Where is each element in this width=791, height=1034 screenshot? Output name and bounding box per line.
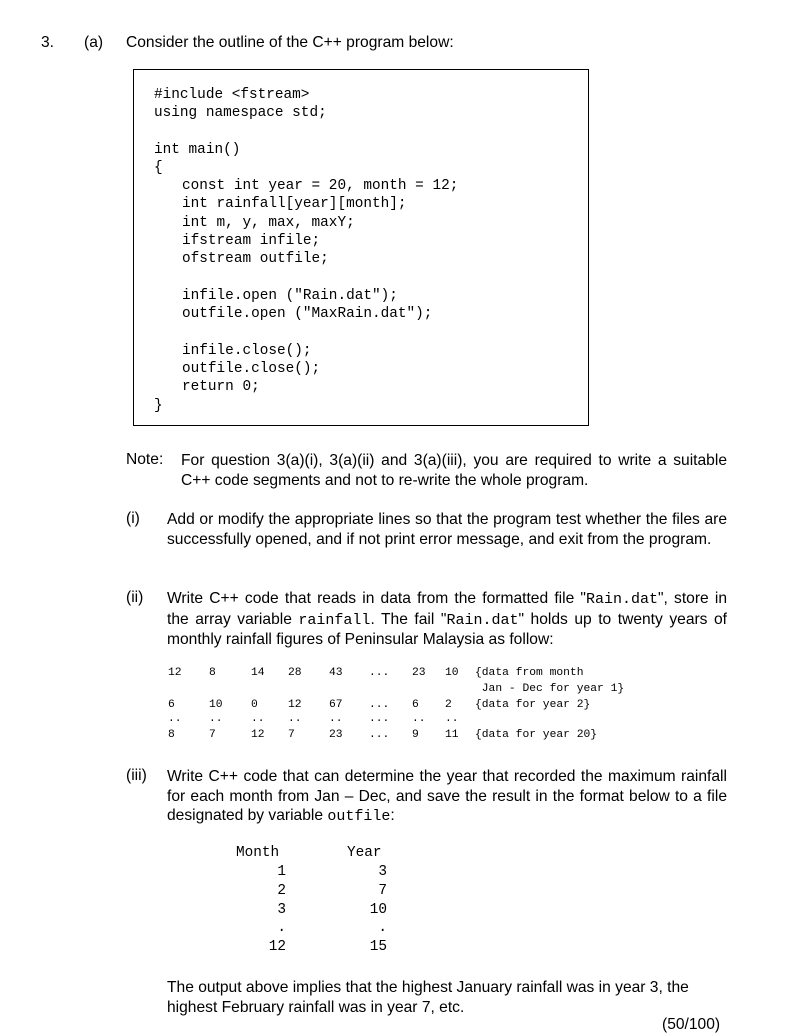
- table-cell: 11: [445, 729, 459, 741]
- code-close-brace: }: [154, 398, 163, 414]
- part-i-text: Add or modify the appropriate lines so that the program test whether the files are successfully opened, and if not print error message, and exit from the program.: [167, 511, 727, 548]
- table-cell: 28: [288, 667, 302, 679]
- code-return: return 0;: [182, 379, 260, 395]
- table-cell: ...: [369, 667, 390, 679]
- table-cell: 12: [168, 667, 182, 679]
- table-comment: Jan - Dec for year 1}: [475, 683, 625, 695]
- table-cell: 43: [329, 667, 343, 679]
- variable-outfile: outfile: [327, 808, 391, 825]
- note-text: For question 3(a)(i), 3(a)(ii) and 3(a)(iii), you are required to write a suitable C++ code segments and not to re-write the whole program.: [181, 452, 727, 489]
- table-cell: 7: [288, 729, 295, 741]
- table-cell: ..: [251, 713, 265, 725]
- code-decl-3: int m, y, max, maxY;: [182, 215, 355, 231]
- question-intro: Consider the outline of the C++ program below:: [126, 34, 454, 51]
- table-cell: 14: [251, 667, 265, 679]
- year-value: 10: [369, 902, 387, 918]
- table-cell: 9: [412, 729, 419, 741]
- table-cell: ...: [369, 699, 390, 711]
- code-header-line-2: using namespace std;: [154, 105, 327, 121]
- table-cell: 6: [168, 699, 175, 711]
- note-label: Note:: [126, 451, 164, 468]
- question-part: (a): [84, 34, 104, 51]
- code-decl-4: ifstream infile;: [182, 233, 321, 249]
- part-i-label: (i): [126, 510, 140, 527]
- table-comment: {data from month: [475, 667, 584, 679]
- table-comment: {data for year 20}: [475, 729, 598, 741]
- table-cell: 0: [251, 699, 258, 711]
- code-decl-2: int rainfall[year][month];: [182, 196, 407, 212]
- table-cell: ..: [445, 713, 459, 725]
- table-cell: 2: [445, 699, 452, 711]
- code-open-2: outfile.open ("MaxRain.dat");: [182, 306, 433, 322]
- code-main-signature: int main(): [154, 142, 241, 158]
- table-cell: ...: [369, 713, 390, 725]
- marks: (50/100): [662, 1016, 721, 1033]
- table-cell: ..: [168, 713, 182, 725]
- closing-text: The output above implies that the highest January rainfall was in year 3, the highest February rainfall was in year 7, etc.: [167, 979, 689, 1016]
- table-cell: ..: [412, 713, 426, 725]
- part-ii-text: Write C++ code that reads in data from the formatted file "Rain.dat", store in the array variable rainfall. The fail "Rain.dat" holds up to twenty years of monthly rainfall figures of Peninsular Malaysia as follow:: [167, 590, 728, 648]
- month-value: .: [277, 920, 286, 936]
- year-value: 15: [369, 939, 387, 955]
- table-cell: 8: [209, 667, 216, 679]
- table-cell: 10: [209, 699, 223, 711]
- variable-rainfall: rainfall: [298, 611, 371, 629]
- month-value: 3: [277, 902, 286, 918]
- table-cell: 6: [412, 699, 419, 711]
- part-iii-text: Write C++ code that can determine the year that recorded the maximum rainfall for each month from Jan – Dec, and save the result in the format below to a file designated by variable outfile:: [167, 768, 727, 825]
- part-iii-label: (iii): [126, 767, 147, 784]
- year-value: 7: [378, 883, 387, 899]
- table-cell: 23: [329, 729, 343, 741]
- table-cell: 10: [445, 667, 459, 679]
- code-open-1: infile.open ("Rain.dat");: [182, 288, 398, 304]
- question-number: 3.: [41, 34, 55, 51]
- table-cell: 12: [251, 729, 265, 741]
- year-value: .: [378, 920, 387, 936]
- table-comment: {data for year 2}: [475, 699, 591, 711]
- part-ii-label: (ii): [126, 589, 144, 606]
- code-open-brace: {: [154, 160, 163, 176]
- month-value: 12: [268, 939, 286, 955]
- table-cell: 23: [412, 667, 426, 679]
- table-cell: 7: [209, 729, 216, 741]
- code-close-1: infile.close();: [182, 343, 312, 359]
- month-value: 2: [277, 883, 286, 899]
- filename-rain-dat: Rain.dat: [585, 591, 658, 608]
- table-cell: ...: [369, 729, 390, 741]
- code-header-line-1: #include <fstream>: [154, 87, 310, 103]
- table-cell: 67: [329, 699, 343, 711]
- filename-rain-dat-2: Rain.dat: [446, 611, 519, 629]
- table-cell: 8: [168, 729, 175, 741]
- table-cell: 12: [288, 699, 302, 711]
- table-cell: ..: [209, 713, 223, 725]
- code-close-2: outfile.close();: [182, 361, 321, 377]
- month-value: 1: [277, 864, 286, 880]
- code-decl-1: const int year = 20, month = 12;: [182, 178, 459, 194]
- table-cell: ..: [288, 713, 302, 725]
- table-cell: ..: [329, 713, 343, 725]
- year-header: Year: [347, 845, 382, 861]
- month-header: Month: [236, 845, 280, 861]
- code-decl-5: ofstream outfile;: [182, 251, 329, 267]
- year-value: 3: [378, 864, 387, 880]
